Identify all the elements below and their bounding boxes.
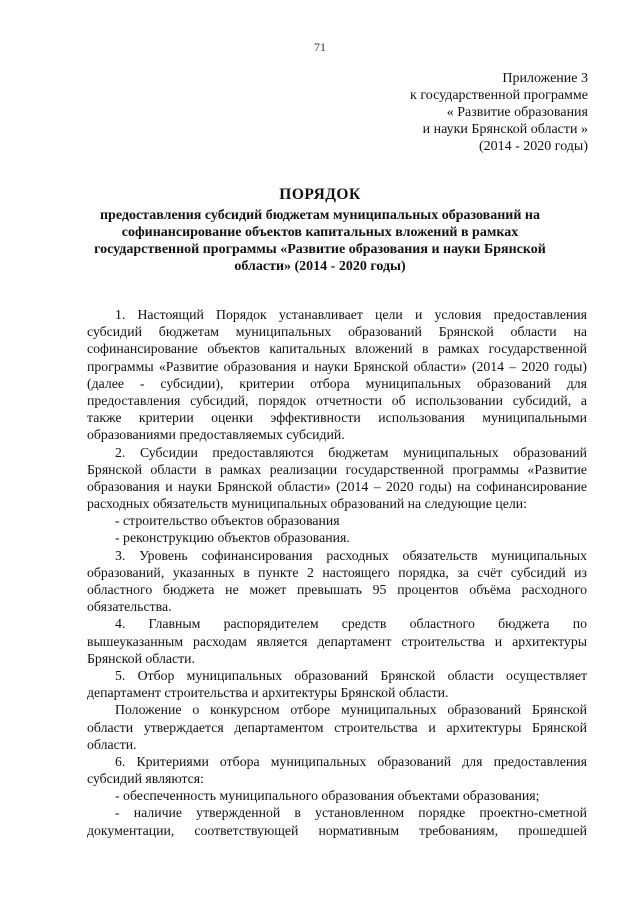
text-line: (далее - субсидии), критерии отбора муниципальных образований для	[87, 375, 587, 391]
text-line: документации, соответствующей нормативным требованиям, прошедшей	[87, 822, 587, 838]
appendix-line: и науки Брянской области »	[422, 122, 588, 137]
text-line: Положение о конкурсном отборе муниципальных образований Брянской	[115, 702, 587, 718]
appendix-line: к государственной программе	[410, 88, 588, 103]
text-line: - наличие утвержденной в установленном порядке проектно-сметной	[115, 805, 587, 821]
text-line: 3. Уровень софинансирования расходных обязательств муниципальных	[115, 547, 587, 563]
text-line: - строительство объектов образования	[115, 513, 340, 529]
text-line: субсидий бюджетам муниципальных образований Брянской области на	[87, 324, 587, 340]
subtitle-line: государственной программы «Развитие образования и науки Брянской	[94, 242, 546, 257]
text-line: области утверждается департаментом строительства и архитектуры Брянской	[87, 719, 587, 735]
subtitle-line: предоставления субсидий бюджетам муниципальных образований на	[99, 208, 540, 223]
text-line: областного бюджета не может превышать 95 процентов объёма расходного	[87, 582, 587, 597]
text-line: 2. Субсидии предоставляются бюджетам муниципальных образований	[115, 444, 587, 460]
text-line: расходных обязательств муниципальных образований на следующие цели:	[87, 496, 527, 512]
text-line: также критерии оценки эффективности использования муниципальными	[87, 410, 587, 426]
text-line: - реконструкцию объектов образования.	[115, 530, 350, 546]
subtitle-line: области» (2014 - 2020 годы)	[234, 259, 406, 274]
text-line: софинансирование объектов капитальных вложений в рамках государственной	[87, 341, 587, 357]
appendix-line: Приложение 3	[502, 71, 588, 86]
appendix-line: (2014 - 2020 годы)	[478, 139, 588, 154]
text-line: образований, указанных в пункте 2 настоящего порядка, за счёт субсидий из	[87, 564, 587, 580]
text-line: 6. Критериями отбора муниципальных образований для предоставления	[115, 753, 587, 769]
page-number: 71	[314, 40, 326, 54]
appendix-line: « Развитие образования	[446, 105, 588, 120]
text-line: 1. Настоящий Порядок устанавливает цели и условия предоставления	[115, 307, 587, 322]
text-line: Брянской области в рамках реализации государственной программы «Развитие	[87, 461, 587, 477]
text-line: предоставления субсидий, порядок отчетности об использовании субсидий, а	[87, 392, 587, 408]
text-line: образованиями предоставляемых субсидий.	[87, 427, 345, 443]
text-line: программы «Развитие образования и науки Брянской области» (2014 – 2020 годы)	[87, 358, 587, 374]
subtitle-line: софинансирование объектов капитальных вложений в рамках	[121, 225, 519, 240]
text-line: департамент строительства и архитектуры Брянской области.	[87, 685, 449, 701]
text-line: вышеуказанным расходам является департамент строительства и архитектуры	[87, 633, 587, 649]
text-line: - обеспеченность муниципального образования объектами образования;	[115, 788, 540, 804]
text-line: образования и науки Брянской области» (2014 – 2020 годы) на софинансирование	[87, 478, 587, 494]
text-line: Брянской области.	[87, 650, 195, 666]
text-line: 4. Главным распорядителем средств областного бюджета по	[115, 616, 587, 632]
document-title: ПОРЯДОК	[279, 186, 361, 203]
body-text	[87, 306, 587, 839]
text-line: обязательства.	[87, 599, 172, 615]
document-subtitle	[80, 207, 560, 275]
text-line: области.	[87, 736, 137, 752]
text-line: 5. Отбор муниципальных образований Брянской области осуществляет	[115, 667, 587, 683]
text-line: субсидий являются:	[87, 771, 204, 787]
appendix-block	[328, 70, 588, 155]
